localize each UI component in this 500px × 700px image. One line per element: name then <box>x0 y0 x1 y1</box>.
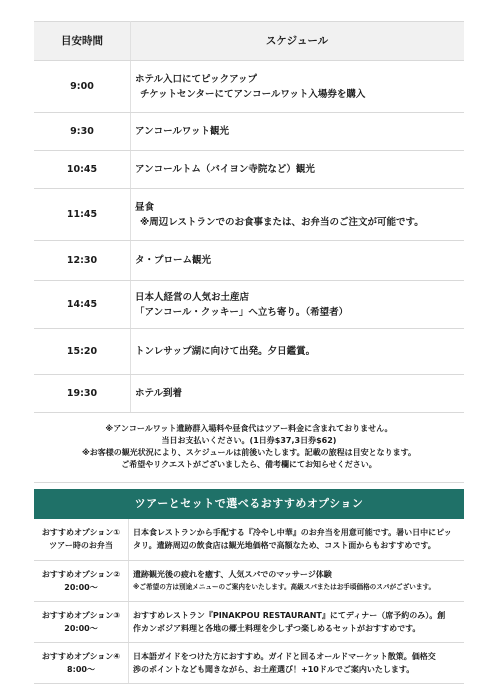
schedule-time: 12:30 <box>34 241 131 281</box>
schedule-line: アンコールワット観光 <box>135 126 229 137</box>
option-label <box>34 642 129 683</box>
option-description <box>129 601 465 642</box>
note-line: ※アンコールワット遺跡群入場料や昼食代はツアー料金に含まれておりません。 <box>105 424 393 433</box>
schedule-row <box>34 151 464 189</box>
option-name: おすすめオプション② <box>41 569 121 579</box>
note-line: ※お客様の観光状況により、スケジュールは前後いたします。記載の旅程は目安となります。 <box>81 448 416 457</box>
option-desc-line: ※ご希望の方は別途メニューのご案内をいたします。高級スパまたはお手頃価格のスパがございます。 <box>133 582 436 591</box>
schedule-notes <box>34 413 464 483</box>
schedule-time: 14:45 <box>34 281 131 329</box>
schedule-line: 「アンコール・クッキー」へ立ち寄り。（希望者） <box>135 306 349 318</box>
option-row <box>34 560 464 601</box>
schedule-time: 9:30 <box>34 113 131 151</box>
option-desc-line: 遺跡観光後の疲れを癒す、人気スパでのマッサージ体験 <box>133 569 332 579</box>
schedule-row <box>34 281 464 329</box>
schedule-item <box>131 281 465 329</box>
option-subtitle: 20:00〜 <box>64 582 98 592</box>
option-row <box>34 519 464 560</box>
option-desc-line: 渉のポイントなども聞きながら、お土産選び！+10ドルでご案内いたします。 <box>133 664 415 674</box>
schedule-item <box>131 375 465 413</box>
options-table <box>34 519 464 684</box>
schedule-line: チケットセンターにてアンコールワット入場券を購入 <box>140 88 366 100</box>
note-line: ご希望やリクエストがございましたら、備考欄にてお知らせください。 <box>121 460 377 469</box>
note-line: 当日お支払いください。(1日券$37,3日券$62) <box>161 436 337 445</box>
option-name: おすすめオプション③ <box>41 610 121 620</box>
option-name: おすすめオプション④ <box>41 651 121 661</box>
schedule-row <box>34 241 464 281</box>
option-label <box>34 601 129 642</box>
schedule-line: トンレサップ湖に向けて出発。夕日鑑賞。 <box>135 346 316 357</box>
schedule-line: アンコールトム（バイヨン寺院など）観光 <box>135 164 315 175</box>
schedule-time: 15:20 <box>34 329 131 375</box>
schedule-line: ホテル到着 <box>135 388 183 399</box>
schedule-time: 10:45 <box>34 151 131 189</box>
schedule-time: 11:45 <box>34 189 131 241</box>
option-subtitle: 8:00〜 <box>67 664 95 674</box>
option-desc-line: 作カンボジア料理と各地の郷土料理を少しずつ楽しめるセットがおすすめです。 <box>133 623 421 633</box>
schedule-line: 日本人経営の人気お土産店 <box>135 291 250 303</box>
schedule-line: ※周辺レストランでのお食事または、お弁当のご注文が可能です。 <box>140 216 424 228</box>
schedule-item <box>131 329 465 375</box>
schedule-row <box>34 113 464 151</box>
schedule-row <box>34 375 464 413</box>
option-desc-line: 日本食レストランから手配する『冷やし中華』のお弁当を用意可能です。暑い日中にピッ <box>133 528 452 538</box>
option-label <box>34 560 129 601</box>
schedule-item <box>131 113 465 151</box>
option-desc-line: 日本語ガイドをつけた方におすすめ。ガイドと回るオールドマーケット散策。価格交 <box>133 651 436 661</box>
schedule-line: 昼食 <box>135 201 155 213</box>
schedule-item <box>131 61 465 113</box>
option-description <box>129 519 465 560</box>
schedule-table <box>34 21 464 413</box>
option-description <box>129 560 465 601</box>
option-row <box>34 642 464 683</box>
schedule-time: 19:30 <box>34 375 131 413</box>
header-schedule: スケジュール <box>131 22 465 61</box>
itinerary-sheet <box>34 21 464 689</box>
header-time: 目安時間 <box>34 22 131 61</box>
schedule-item <box>131 189 465 241</box>
schedule-line: ホテル入口にてピックアップ <box>135 73 257 85</box>
schedule-row <box>34 329 464 375</box>
schedule-item <box>131 241 465 281</box>
option-subtitle: 20:00〜 <box>64 623 98 633</box>
schedule-row <box>34 189 464 241</box>
schedule-item <box>131 151 465 189</box>
option-description <box>129 642 465 683</box>
schedule-line: タ・プローム観光 <box>135 255 212 266</box>
schedule-time: 9:00 <box>34 61 131 113</box>
option-desc-line: おすすめレストラン『PINAKPOU RESTAURANT』にてディナー（席予約のみ）。創 <box>133 610 446 620</box>
option-name: おすすめオプション① <box>41 528 121 538</box>
schedule-row <box>34 61 464 113</box>
schedule-header-row <box>34 22 464 61</box>
option-subtitle: ツアー時のお弁当 <box>49 541 113 551</box>
option-label <box>34 519 129 560</box>
options-banner: ツアーとセットで選べるおすすめオプション <box>34 489 464 519</box>
option-row <box>34 601 464 642</box>
option-desc-line: タリ。遺跡周辺の飲食店は観光地価格で高額なため、コスト面からもおすすめです。 <box>133 541 436 551</box>
